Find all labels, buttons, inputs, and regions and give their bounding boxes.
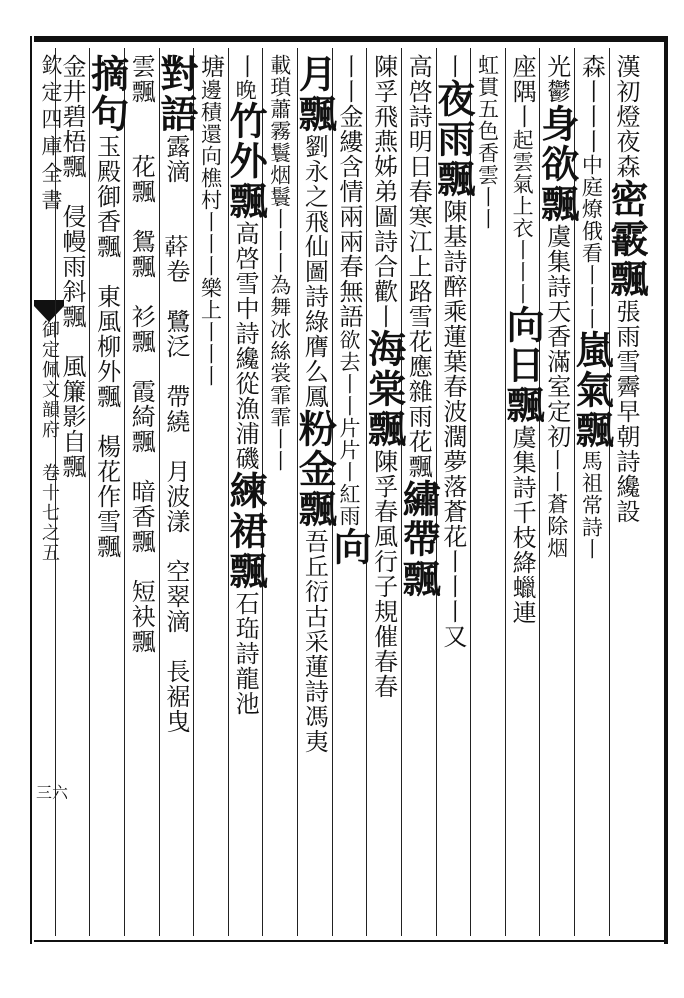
text-run: 長裾曳 — [161, 659, 190, 734]
text-run — [127, 204, 155, 229]
text-column — [56, 54, 88, 479]
headword: 繡帶飄 — [396, 479, 442, 599]
text-run: 虞集詩千枝絳蠟連 — [508, 425, 537, 625]
headword: 夜雨飄 — [430, 79, 476, 199]
text-column — [472, 54, 504, 230]
text-run: 為舞冰絲裳霏霏丨丨 — [267, 274, 292, 472]
text-run: 高啓詩明日春寒江上路雪花應雜雨花飄 — [404, 54, 433, 479]
headword: 海棠飄 — [361, 329, 407, 449]
text-column — [430, 54, 476, 649]
text-run: 晚 — [233, 79, 258, 101]
text-run: 月波漾 — [161, 459, 190, 534]
text-column — [264, 54, 296, 472]
text-run: 石珤詩龍池 — [231, 591, 260, 716]
text-column — [84, 54, 130, 559]
text-run — [162, 184, 190, 234]
text-run: 吾丘衍古采蓮詩馮夷 — [300, 529, 329, 754]
text-run: 邊積還向樵村丨丨丨 — [198, 79, 223, 277]
text-column — [396, 54, 442, 599]
text-run: 花飄 — [127, 154, 156, 204]
text-run: 陳基詩醉乘蓮葉春波濶夢落蒼花丨丨丨又 — [438, 199, 467, 649]
text-run: 陳孚春風行子規催春春 — [369, 449, 398, 699]
text-run — [127, 104, 155, 154]
text-run — [162, 434, 190, 459]
text-run — [58, 179, 86, 204]
text-column — [195, 54, 227, 387]
text-run: 劉永之飛仙圖詩綠膺么鳳 — [300, 134, 329, 409]
text-run: 虹貫五色香雲丨丨 — [475, 54, 500, 230]
headword: 向日飄 — [500, 305, 546, 425]
text-run — [162, 534, 190, 559]
text-run: 欲去丨丨片片丨紅雨 — [337, 329, 361, 527]
text-run: 丨丨金縷含情兩兩春無語 — [335, 54, 363, 329]
text-run: 載瑣蕭霧鬟烟鬟丨丨丨 — [267, 54, 292, 274]
text-column — [327, 54, 372, 567]
text-run: 東風柳外飄 — [92, 284, 121, 409]
headword: 粉金飄 — [292, 409, 338, 529]
text-column — [500, 54, 546, 625]
text-run: 玉殿御香飄 — [92, 134, 121, 259]
text-run: 座隅 — [508, 54, 537, 104]
text-run: 雲飄 — [127, 54, 156, 104]
frame-top-border — [34, 36, 666, 42]
text-column — [361, 54, 407, 699]
text-run: 丨 — [438, 54, 467, 79]
headword: 對語 — [153, 54, 199, 134]
text-run: 風簾影自飄 — [58, 354, 86, 479]
text-run — [127, 454, 155, 479]
text-run: 虞集詩天香滿室定初 — [542, 224, 571, 449]
headword: 嵐氣飄 — [569, 330, 615, 450]
text-run — [127, 354, 155, 379]
headword: 月飄 — [292, 54, 338, 134]
text-run: 馬祖常詩丨 — [579, 450, 604, 560]
text-run — [93, 409, 121, 434]
text-column — [223, 54, 269, 716]
text-column — [569, 54, 615, 560]
text-run: 樂上丨丨丨 — [198, 277, 223, 387]
text-run: 丨丨蒼除烟 — [544, 449, 569, 559]
text-column — [153, 54, 199, 734]
headword: 向 — [327, 527, 372, 567]
text-run: 霞綺飄 — [127, 379, 156, 454]
headword: 摘句 — [84, 54, 130, 134]
text-run: 空翠滴 — [161, 559, 190, 634]
text-run: 短袂飄 — [127, 579, 156, 654]
text-run — [58, 329, 86, 354]
frame-right-border — [664, 36, 668, 944]
text-run: 漢初燈夜森 — [612, 54, 640, 179]
text-column — [604, 54, 649, 524]
frame-bottom-border — [34, 940, 666, 942]
headword: 身欲飄 — [534, 104, 580, 224]
text-run: 楊花作雪飄 — [92, 434, 121, 559]
text-run: 丨丨丨 — [577, 79, 606, 154]
text-run: 中庭燎俄看丨丨丨 — [579, 154, 604, 330]
book-volume-label: 御定佩文韻府 卷十七之五 — [39, 320, 60, 563]
text-run: 露滴 — [161, 134, 190, 184]
text-run: 鴛飄 — [127, 229, 156, 279]
text-column — [292, 54, 338, 754]
text-run — [127, 554, 155, 579]
text-run: 森 — [577, 54, 606, 79]
text-run: 鷺泛 — [161, 309, 190, 359]
page-number: 三六 — [36, 783, 69, 802]
frame-left-border — [30, 36, 32, 944]
text-run — [162, 284, 190, 309]
text-run: 金井碧梧飄 — [58, 54, 86, 179]
text-column — [125, 54, 157, 654]
text-run: 衫飄 — [127, 304, 156, 354]
text-run: 光鬱 — [542, 54, 571, 104]
text-run — [162, 634, 190, 659]
text-run: 起雲氣上衣丨丨丨 — [510, 129, 535, 305]
headword: 練裙飄 — [223, 471, 269, 591]
text-run — [93, 259, 121, 284]
headword: 竹外飄 — [223, 101, 269, 221]
headword: 密霰飄 — [604, 179, 649, 299]
text-run: 𦼮卷 — [161, 234, 190, 284]
text-run: 侵幔雨斜飄 — [58, 204, 86, 329]
text-run — [127, 279, 155, 304]
text-run: 張雨雪霽早朝詩纔設 — [612, 299, 640, 524]
text-run — [162, 359, 190, 384]
text-run: 帶繞 — [161, 384, 190, 434]
text-run: 丨 — [231, 54, 260, 79]
text-run: 塘 — [196, 54, 225, 79]
book-series-title: 欽定四庫全書 — [39, 54, 63, 216]
text-run: 陳孚飛燕姊弟圖詩合歡丨 — [369, 54, 398, 329]
text-run: 丨 — [508, 104, 537, 129]
text-column — [534, 54, 580, 559]
text-run: 暗香飄 — [127, 479, 156, 554]
text-run: 高啓雪中詩纔從漁浦磯 — [231, 221, 260, 471]
